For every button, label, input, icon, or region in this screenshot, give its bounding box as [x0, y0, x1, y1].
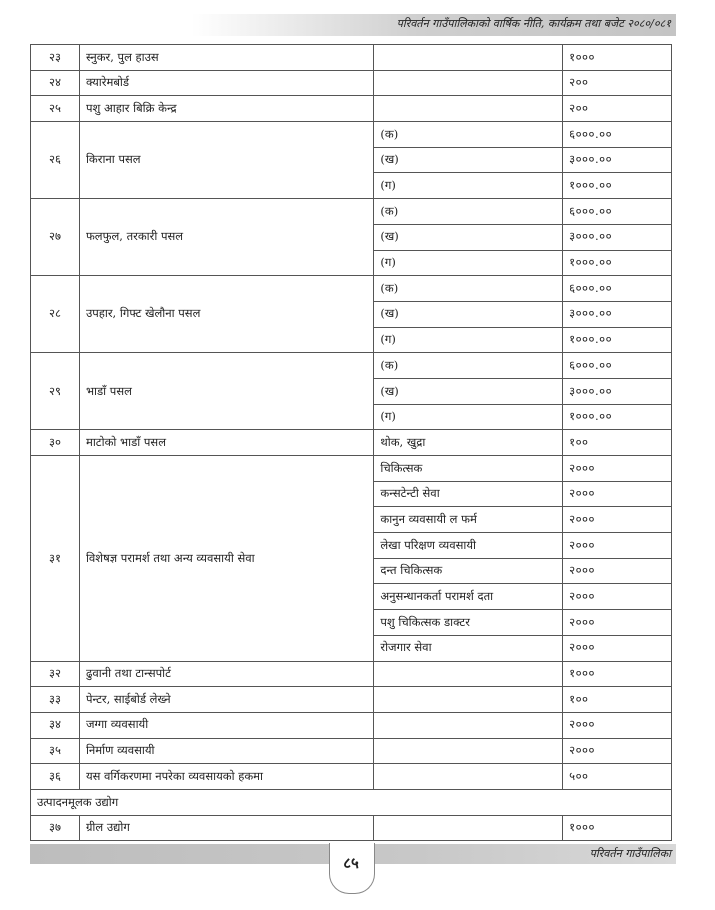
fee-amount: २०००	[563, 456, 672, 482]
fee-amount: २०००	[563, 738, 672, 764]
table-row	[31, 276, 672, 302]
fee-amount: २०००	[563, 635, 672, 661]
fee-amount: १०००	[563, 661, 672, 687]
fee-amount: १०००.००	[563, 404, 672, 430]
table-row	[31, 70, 672, 96]
category: अनुसन्धानकर्ता परामर्श दता	[374, 584, 563, 610]
table-row	[31, 738, 672, 764]
serial-number: ३३	[31, 687, 80, 713]
category	[374, 661, 563, 687]
fee-amount: ३०००.००	[563, 301, 672, 327]
fee-amount: ३०००.००	[563, 147, 672, 173]
category: चिकित्सक	[374, 456, 563, 482]
table-row	[31, 353, 672, 379]
category	[374, 96, 563, 122]
fee-amount: ५००	[563, 764, 672, 790]
category: (ख)	[374, 378, 563, 404]
fee-amount: २००	[563, 96, 672, 122]
business-type: किराना पसल	[79, 122, 373, 199]
serial-number: २३	[31, 45, 80, 71]
page-number: ८५	[343, 854, 359, 872]
fee-table	[30, 44, 672, 841]
category: (क)	[374, 353, 563, 379]
fee-amount: ६०००.००	[563, 199, 672, 225]
category: लेखा परिक्षण व्यवसायी	[374, 533, 563, 559]
business-type: माटोको भाडाँ पसल	[79, 430, 373, 456]
category: (क)	[374, 276, 563, 302]
fee-table-body	[31, 45, 672, 841]
category: पशु चिकित्सक डाक्टर	[374, 610, 563, 636]
category	[374, 687, 563, 713]
category: (ग)	[374, 250, 563, 276]
serial-number: ३०	[31, 430, 80, 456]
category	[374, 712, 563, 738]
table-row	[31, 45, 672, 71]
fee-amount: १०००.००	[563, 173, 672, 199]
fee-amount: १०००	[563, 45, 672, 71]
table-row	[31, 96, 672, 122]
fee-amount: २०००	[563, 610, 672, 636]
serial-number: २६	[31, 122, 80, 199]
fee-amount: २०००	[563, 712, 672, 738]
fee-amount: १००	[563, 687, 672, 713]
business-type: ग्रील उद्योग	[79, 815, 373, 841]
category: कन्सटेन्टी सेवा	[374, 481, 563, 507]
fee-amount: २०००	[563, 558, 672, 584]
table-row	[31, 430, 672, 456]
business-type: ढुवानी तथा टान्सपोर्ट	[79, 661, 373, 687]
fee-amount: ३०००.००	[563, 378, 672, 404]
business-type: क्यारेमबोर्ड	[79, 70, 373, 96]
fee-amount: २००	[563, 70, 672, 96]
fee-amount: ६०००.००	[563, 276, 672, 302]
category: दन्त चिकित्सक	[374, 558, 563, 584]
category: (ख)	[374, 147, 563, 173]
business-type: स्नुकर, पुल हाउस	[79, 45, 373, 71]
fee-amount: १००	[563, 430, 672, 456]
category: (ग)	[374, 173, 563, 199]
category	[374, 738, 563, 764]
table-row	[31, 456, 672, 482]
page-footer-title: परिवर्तन गाउँपालिका	[589, 847, 671, 860]
serial-number: २८	[31, 276, 80, 353]
business-type: भाडाँ पसल	[79, 353, 373, 430]
serial-number: ३५	[31, 738, 80, 764]
category	[374, 45, 563, 71]
serial-number: ३६	[31, 764, 80, 790]
business-type: विशेषज्ञ परामर्श तथा अन्य व्यवसायी सेवा	[79, 456, 373, 662]
serial-number: २५	[31, 96, 80, 122]
business-type: निर्माण व्यवसायी	[79, 738, 373, 764]
business-type: पशु आहार बिक्रि केन्द्र	[79, 96, 373, 122]
table-row	[31, 199, 672, 225]
table-row	[31, 661, 672, 687]
category: (क)	[374, 199, 563, 225]
table-row	[31, 764, 672, 790]
category: कानुन व्यवसायी ल फर्म	[374, 507, 563, 533]
category	[374, 70, 563, 96]
table-row	[31, 712, 672, 738]
category: (ग)	[374, 404, 563, 430]
serial-number: २४	[31, 70, 80, 96]
category: रोजगार सेवा	[374, 635, 563, 661]
fee-amount: ६०००.००	[563, 122, 672, 148]
fee-amount: ३०००.००	[563, 224, 672, 250]
category: (ग)	[374, 327, 563, 353]
fee-amount: २०००	[563, 507, 672, 533]
business-type: यस वर्गिकरणमा नपरेका व्यवसायको हकमा	[79, 764, 373, 790]
category	[374, 764, 563, 790]
business-type: पेन्टर, साईबोर्ड लेख्ने	[79, 687, 373, 713]
table-row	[31, 815, 672, 841]
category: (क)	[374, 122, 563, 148]
business-type: जग्गा व्यवसायी	[79, 712, 373, 738]
category: थोक, खुद्रा	[374, 430, 563, 456]
category	[374, 815, 563, 841]
section-heading: उत्पादनमूलक उद्योग	[31, 789, 672, 815]
section-row	[31, 789, 672, 815]
fee-amount: १०००	[563, 815, 672, 841]
serial-number: ३४	[31, 712, 80, 738]
serial-number: ३२	[31, 661, 80, 687]
table-row	[31, 687, 672, 713]
category: (ख)	[374, 224, 563, 250]
serial-number: ३७	[31, 815, 80, 841]
fee-amount: १०००.००	[563, 250, 672, 276]
page-header-title: परिवर्तन गाउँपालिकाको वार्षिक नीति, कार्यक्रम तथा बजेट २०८०/०८१	[396, 17, 671, 30]
fee-amount: २०००	[563, 584, 672, 610]
serial-number: ३१	[31, 456, 80, 662]
business-type: फलफुल, तरकारी पसल	[79, 199, 373, 276]
table-row	[31, 122, 672, 148]
serial-number: २७	[31, 199, 80, 276]
business-type: उपहार, गिफ्ट खेलौना पसल	[79, 276, 373, 353]
fee-amount: २०००	[563, 481, 672, 507]
fee-amount: ६०००.००	[563, 353, 672, 379]
fee-amount: २०००	[563, 533, 672, 559]
fee-amount: १०००.००	[563, 327, 672, 353]
category: (ख)	[374, 301, 563, 327]
serial-number: २९	[31, 353, 80, 430]
